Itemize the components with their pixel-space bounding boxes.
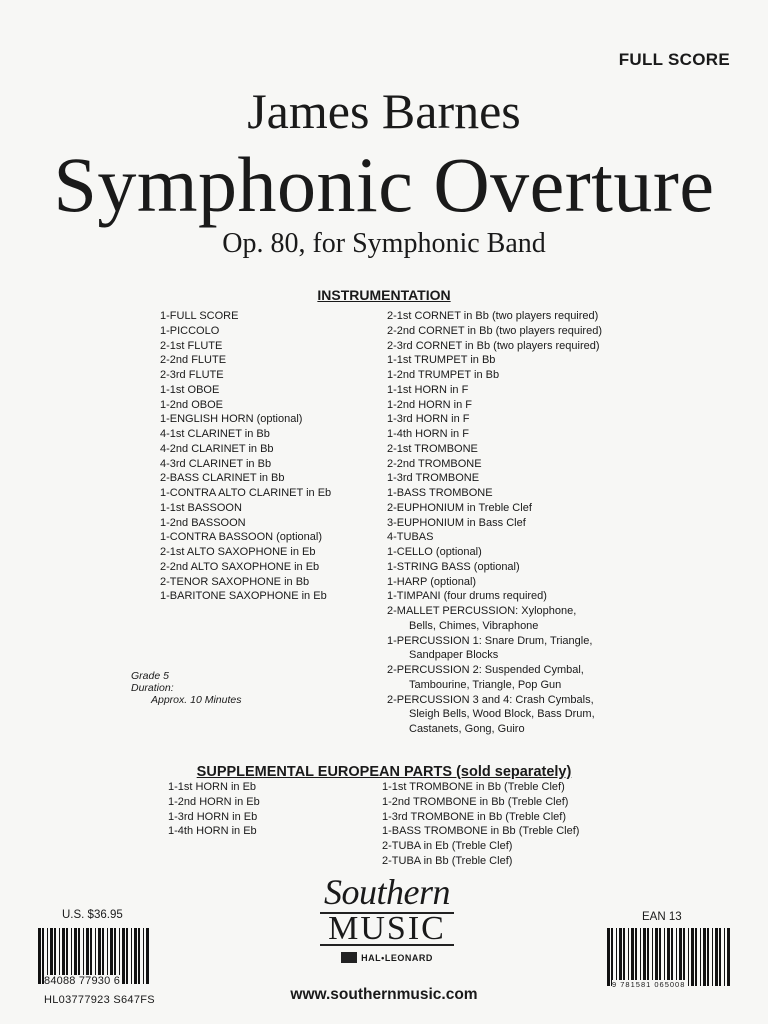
supplemental-right-column: [382, 780, 579, 869]
barcode-bar: [655, 928, 658, 986]
barcode-bar: [643, 928, 646, 986]
barcode-bar: [683, 928, 685, 986]
part-item: 1-PICCOLO: [160, 324, 220, 337]
part-item: 2-TUBA in Eb (Treble Clef): [382, 840, 513, 852]
part-item: 1-2nd TROMBONE in Bb (Treble Clef): [382, 795, 569, 808]
part-item: 1-2nd TRUMPET in Bb: [387, 369, 500, 381]
part-item: 2-TUBA in Bb (Treble Clef): [382, 854, 513, 867]
barcode-bar: [134, 928, 137, 984]
part-item: 2-3rd FLUTE: [160, 369, 224, 381]
instrumentation-right-column: [387, 309, 602, 737]
part-item: 1-2nd BASSOON: [160, 516, 246, 529]
barcode-bar: [616, 928, 617, 986]
part-item: 1-1st BASSOON: [160, 501, 242, 514]
barcode-bar: [712, 928, 713, 986]
part-item: 1-1st OBOE: [160, 383, 220, 396]
part-item: 4-3rd CLARINET in Bb: [160, 457, 272, 470]
part-item: 2-1st ALTO SAXOPHONE in Eb: [160, 546, 316, 558]
part-item: 2-2nd CORNET in Bb (two players required): [387, 324, 602, 337]
barcode-bar: [664, 928, 665, 986]
barcode-bar: [635, 928, 637, 986]
barcode-bar: [695, 928, 697, 986]
barcode-bar: [707, 928, 709, 986]
ean-label: EAN 13: [642, 911, 682, 923]
supplemental-left-column: [168, 780, 260, 839]
part-item: 1-PERCUSSION 1: Snare Drum, Triangle,: [387, 634, 593, 647]
upc-number: 84088 77930 6: [44, 975, 121, 987]
page-subtitle: Op. 80, for Symphonic Band: [222, 228, 546, 259]
part-item: 2-2nd TROMBONE: [387, 457, 482, 470]
part-item: 1-1st TRUMPET in Bb: [387, 354, 496, 367]
barcode-bar: [619, 928, 622, 986]
part-item: 1-CONTRA ALTO CLARINET in Eb: [160, 487, 332, 499]
part-item: Castanets, Gong, Guiro: [409, 723, 525, 735]
part-item: 2-2nd FLUTE: [160, 354, 227, 367]
part-item: Tambourine, Triangle, Pop Gun: [409, 678, 562, 691]
barcode-bar: [640, 928, 641, 986]
grade-label: Grade 5: [131, 670, 169, 682]
grade-duration-block: [131, 670, 241, 706]
barcode-bar: [38, 928, 41, 984]
barcode-bar: [623, 928, 625, 986]
part-item: 2-1st TROMBONE: [387, 442, 478, 455]
part-item: 1-3rd TROMBONE: [387, 472, 480, 485]
barcode-bar: [676, 928, 677, 986]
barcode-bar: [647, 928, 649, 986]
part-item: 4-2nd CLARINET in Bb: [160, 442, 274, 455]
duration-value: Approx. 10 Minutes: [151, 694, 242, 706]
part-item: Sandpaper Blocks: [409, 649, 499, 662]
barcode-bar: [691, 928, 694, 986]
part-item: 1-TIMPANI (four drums required): [387, 590, 547, 603]
barcode-bar: [146, 928, 149, 984]
barcode-bar: [667, 928, 670, 986]
barcode-bar: [628, 928, 629, 986]
distributor-name: HAL•LEONARD: [361, 952, 433, 963]
part-item: 1-1st HORN in F: [387, 383, 469, 396]
part-item: 2-1st FLUTE: [160, 339, 223, 352]
part-item: 1-CELLO (optional): [387, 546, 482, 558]
part-item: 1-3rd TROMBONE in Bb (Treble Clef): [382, 810, 566, 823]
part-item: 2-TENOR SAXOPHONE in Bb: [160, 575, 310, 588]
barcode-bar: [122, 928, 125, 984]
part-item: 1-4th HORN in F: [387, 428, 469, 440]
part-item: 1-1st HORN in Eb: [168, 781, 257, 793]
full-score-label: FULL SCORE: [618, 50, 730, 69]
instrumentation-left-column: [160, 309, 331, 604]
barcode-bar: [138, 928, 140, 984]
part-item: 2-2nd ALTO SAXOPHONE in Eb: [160, 560, 320, 573]
publisher-website: www.southernmusic.com: [290, 986, 478, 1003]
barcode-bar: [679, 928, 682, 986]
part-item: 2-BASS CLARINET in Bb: [160, 472, 285, 485]
supplemental-heading: SUPPLEMENTAL EUROPEAN PARTS (sold separately): [196, 764, 572, 780]
ean-barcode: [607, 928, 733, 986]
part-item: 2-PERCUSSION 2: Suspended Cymbal,: [387, 664, 584, 676]
part-item: 3-EUPHONIUM in Bass Clef: [387, 516, 526, 529]
barcode-bar: [652, 928, 653, 986]
part-item: 2-PERCUSSION 3 and 4: Crash Cymbals,: [387, 693, 594, 706]
barcode-bar: [607, 928, 610, 986]
publisher-music: MUSIC: [320, 912, 454, 946]
barcode-bar: [700, 928, 701, 986]
isbn-digits: 9 781581 065008: [612, 980, 686, 989]
part-item: 4-1st CLARINET in Bb: [160, 428, 270, 440]
part-item: 1-FULL SCORE: [160, 310, 239, 322]
part-item: 1-BARITONE SAXOPHONE in Eb: [160, 590, 327, 603]
part-item: 1-3rd HORN in Eb: [168, 810, 258, 823]
part-item: 1-HARP (optional): [387, 575, 477, 588]
composer-name: James Barnes: [247, 83, 521, 139]
part-item: 1-2nd HORN in Eb: [168, 795, 260, 808]
part-item: 1-2nd OBOE: [160, 398, 223, 411]
part-item: 1-2nd HORN in F: [387, 398, 472, 411]
publisher-name: Southern: [324, 872, 450, 912]
publisher-logo: [312, 874, 462, 963]
part-item: 1-STRING BASS (optional): [387, 560, 520, 573]
part-item: 1-ENGLISH HORN (optional): [160, 413, 303, 426]
instrumentation-heading: INSTRUMENTATION: [317, 287, 451, 303]
duration-label: Duration:: [131, 682, 174, 694]
barcode-bar: [143, 928, 144, 984]
part-item: Bells, Chimes, Vibraphone: [409, 619, 539, 632]
part-item: 1-4th HORN in Eb: [168, 825, 257, 838]
part-item: 1-BASS TROMBONE in Bb (Treble Clef): [382, 825, 580, 838]
barcode-bar: [131, 928, 132, 984]
part-item: 1-BASS TROMBONE: [387, 487, 493, 499]
page-title: Symphonic Overture: [53, 141, 715, 228]
barcode-bar: [688, 928, 689, 986]
catalog-number: HL03777923 S647FS: [44, 994, 155, 1006]
part-item: Sleigh Bells, Wood Block, Bass Drum,: [409, 708, 595, 721]
part-item: 1-CONTRA BASSOON (optional): [160, 531, 322, 544]
distributor-row: [312, 952, 462, 963]
barcode-bar: [703, 928, 706, 986]
barcode-bar: [715, 928, 718, 986]
barcode-bar: [126, 928, 128, 984]
barcode-bar: [727, 928, 730, 986]
barcode-bar: [719, 928, 721, 986]
part-item: 2-3rd CORNET in Bb (two players required): [387, 339, 600, 352]
hal-leonard-logo-icon: [341, 952, 357, 963]
price-label: U.S. $36.95: [62, 909, 123, 921]
barcode-bar: [671, 928, 673, 986]
part-item: 4-TUBAS: [387, 531, 434, 544]
part-item: 1-3rd HORN in F: [387, 413, 470, 426]
part-item: 2-EUPHONIUM in Treble Clef: [387, 501, 532, 514]
barcode-bar: [724, 928, 725, 986]
barcode-bar: [611, 928, 613, 986]
part-item: 2-1st CORNET in Bb (two players required): [387, 310, 599, 322]
part-item: 2-MALLET PERCUSSION: Xylophone,: [387, 605, 577, 617]
part-item: 1-1st TROMBONE in Bb (Treble Clef): [382, 781, 565, 793]
barcode-bar: [659, 928, 661, 986]
barcode-bar: [631, 928, 634, 986]
